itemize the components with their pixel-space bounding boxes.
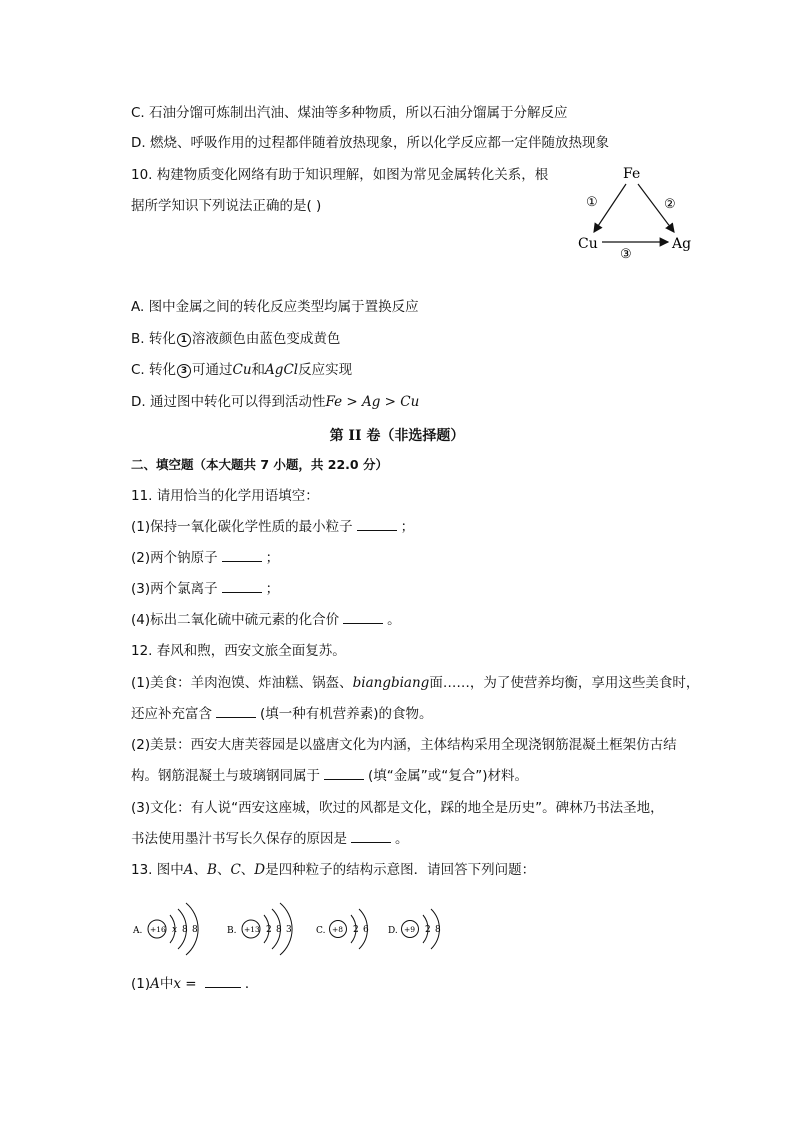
circled-1-icon: 1 <box>177 333 191 347</box>
answer-blank[interactable] <box>222 549 262 562</box>
q12-sub-1-line2: 还应补充富含 (填一种有机营养素)的食物。 <box>131 706 433 722</box>
q11-sub-1: (1)保持一氧化碳化学性质的最小粒子 ； <box>131 519 415 535</box>
q11-sub-4: (4)标出二氧化硫中硫元素的化合价 。 <box>131 612 401 628</box>
circled-3-icon: 3 <box>177 364 191 378</box>
q10-stem-line2: 据所学知识下列说法正确的是( ) <box>131 198 322 214</box>
q12-sub-3-line1: (3)文化：有人说“西安这座城，吹过的风都是文化，踩的地全是历史”。碑林乃书法圣地， <box>131 800 664 816</box>
nucleus-charge: +9 <box>404 925 416 934</box>
shell-electrons: 8 <box>182 925 188 935</box>
q11-sub-3: (3)两个氯离子 ； <box>131 581 280 597</box>
arrow-fe-to-cu <box>594 184 626 232</box>
atom-c-diagram <box>316 909 369 949</box>
atom-b-diagram <box>227 903 292 955</box>
section-title: 第 II 卷（非选择题） <box>329 428 465 444</box>
shell-electrons: 6 <box>363 925 369 935</box>
metal-conversion-diagram <box>570 160 710 260</box>
q11-sub-2: (2)两个钠原子 ； <box>131 550 280 566</box>
nucleus-charge: +13 <box>244 925 260 934</box>
q10-option-c: C. 转化 3 可通过Cu和AgCl反应实现 <box>131 362 353 378</box>
atom-label: D. <box>388 926 398 936</box>
shell-electrons: 2 <box>266 925 272 935</box>
q13-stem: 13. 图中A、B、C、D是四种粒子的结构示意图．请回答下列问题： <box>131 862 536 878</box>
q12-sub-2-line2: 构。钢筋混凝土与玻璃钢同属于 (填“金属”或“复合”)材料。 <box>131 768 529 784</box>
ag-label: Ag <box>672 236 692 252</box>
nucleus-charge: +16 <box>150 925 166 934</box>
q10-option-b: B. 转化 1 溶液颜色由蓝色变成黄色 <box>131 331 341 347</box>
atom-a-diagram <box>132 903 198 955</box>
shell-electrons: 3 <box>286 925 292 935</box>
q12-sub-3-line2: 书法使用墨汁书写长久保存的原因是 。 <box>131 831 409 847</box>
nucleus-charge: +8 <box>332 925 344 934</box>
step-1-marker: ① <box>586 195 598 210</box>
shell-electrons: x <box>172 925 178 935</box>
q12-sub-2-line1: (2)美景：西安大唐芙蓉园是以盛唐文化为内涵，主体结构采用全现浇钢筋混凝土框架仿古结 <box>131 737 677 753</box>
atom-label: A. <box>133 926 143 936</box>
answer-blank[interactable] <box>343 611 383 624</box>
answer-blank[interactable] <box>351 830 391 843</box>
shell-electrons: 2 <box>353 925 359 935</box>
q12-sub-1-line1: (1)美食：羊肉泡馍、炸油糕、锅盔、biangbiang面……，为了使营养均衡，享用这些美食时， <box>131 675 700 691</box>
answer-blank[interactable] <box>357 518 397 531</box>
q12-stem: 12. 春风和煦，西安文旅全面复苏。 <box>131 643 346 659</box>
q10-stem-line1: 10. 构建物质变化网络有助于知识理解，如图为常见金属转化关系，根 <box>131 167 549 183</box>
atomic-structure-diagrams <box>130 893 460 965</box>
answer-blank[interactable] <box>205 975 241 988</box>
q13-sub-1: (1)A中x = ． <box>131 976 259 992</box>
q10-option-d: D. 通过图中转化可以得到活动性Fe > Ag > Cu <box>131 394 420 410</box>
answer-blank[interactable] <box>216 705 256 718</box>
answer-blank[interactable] <box>222 580 262 593</box>
cu-label: Cu <box>578 236 598 252</box>
step-2-marker: ② <box>664 197 676 212</box>
atom-label: C. <box>316 926 326 936</box>
step-3-marker: ③ <box>620 247 632 260</box>
atom-label: B. <box>227 926 237 936</box>
answer-blank[interactable] <box>324 767 364 780</box>
q9-option-c: C. 石油分馏可炼制出汽油、煤油等多种物质，所以石油分馏属于分解反应 <box>131 105 568 121</box>
q9-option-d: D. 燃烧、呼吸作用的过程都伴随着放热现象，所以化学反应都一定伴随放热现象 <box>131 135 609 151</box>
atom-d-diagram <box>388 909 441 949</box>
fe-label: Fe <box>623 166 641 182</box>
shell-electrons: 8 <box>276 925 282 935</box>
shell-electrons: 8 <box>435 925 441 935</box>
section-subtitle: 二、填空题（本大题共 7 小题，共 22.0 分） <box>131 457 388 472</box>
shell-electrons: 2 <box>425 925 431 935</box>
shell-electrons: 8 <box>192 925 198 935</box>
q11-stem: 11. 请用恰当的化学用语填空： <box>131 488 319 504</box>
q10-option-a: A. 图中金属之间的转化反应类型均属于置换反应 <box>131 299 419 315</box>
